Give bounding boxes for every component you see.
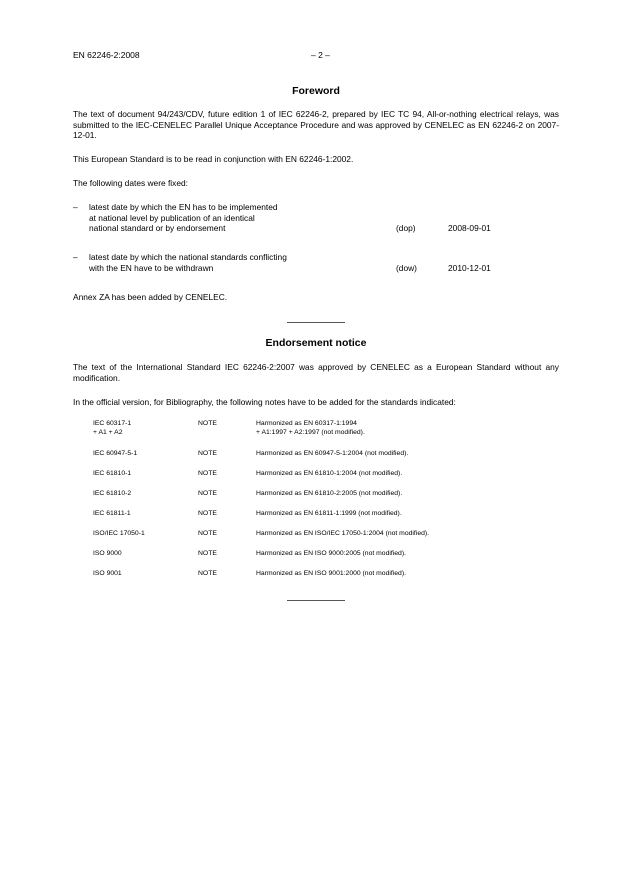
note-text-line: Harmonized as EN 60317-1:1994 (256, 420, 357, 427)
document-id: EN 62246-2:2008 (73, 50, 140, 60)
foreword-paragraph-3: The following dates were fixed: (73, 178, 188, 188)
page-header (73, 50, 559, 62)
note-text (256, 420, 566, 437)
note-label: NOTE (198, 450, 217, 457)
note-standard-line: + A1 + A2 (93, 428, 123, 436)
list-dash: – (73, 202, 78, 212)
list-dash: – (73, 252, 78, 262)
endorsement-paragraph-2: In the official version, for Bibliography, the following notes have to be added for the standards indicated: (73, 397, 456, 407)
endorsement-title: Endorsement notice (265, 337, 367, 349)
note-label: NOTE (198, 570, 217, 577)
date-description (89, 252, 369, 273)
foreword-title: Foreword (292, 85, 340, 97)
note-standard: IEC 60947-5-1 (93, 450, 138, 457)
note-standard (93, 420, 193, 437)
date-description (89, 202, 369, 234)
note-label: NOTE (198, 550, 217, 557)
foreword-paragraph-4: Annex ZA has been added by CENELEC. (73, 292, 228, 302)
note-text: Harmonized as EN 61810-1:2004 (not modified). (256, 470, 403, 477)
note-text: Harmonized as EN ISO/IEC 17050-1:2004 (not modified). (256, 530, 430, 537)
note-label: NOTE (198, 510, 217, 517)
note-text-line: + A1:1997 + A2:1997 (not modified). (256, 428, 365, 436)
note-label: NOTE (198, 530, 217, 537)
foreword-paragraph-1: The text of document 94/243/CDV, future edition 1 of IEC 62246-2, prepared by IEC TC 94, All-or-nothing electrical relays, was submitted to the IEC-CENELEC Parallel Unique Acceptance Procedure and was approved by CENELEC as EN 62246-2 on 2007-12-01. (73, 109, 559, 140)
note-label: NOTE (198, 490, 217, 497)
date-description-line: at national level by publication of an identical (89, 212, 255, 223)
date-description-line: national standard or by endorsement (89, 223, 226, 233)
section-separator (287, 322, 345, 323)
endorsement-paragraph-1: The text of the International Standard IEC 62246-2:2007 was approved by CENELEC as a European Standard without any modification. (73, 362, 559, 383)
note-standard-line: IEC 60317-1 (93, 420, 132, 427)
note-text: Harmonized as EN 61811-1:1999 (not modified). (256, 510, 402, 517)
note-standard: ISO 9000 (93, 550, 122, 557)
note-text: Harmonized as EN ISO 9001:2000 (not modified). (256, 570, 406, 577)
note-text: Harmonized as EN 61810-2:2005 (not modified). (256, 490, 403, 497)
note-standard: IEC 61811-1 (93, 510, 131, 517)
date-description-line: latest date by which the national standards conflicting (89, 252, 287, 262)
date-code: (dop) (396, 223, 416, 233)
date-description-line: with the EN have to be withdrawn (89, 262, 214, 273)
date-value: 2008-09-01 (448, 223, 491, 233)
date-value: 2010-12-01 (448, 262, 491, 273)
note-text: Harmonized as EN 60947-5-1:2004 (not modified). (256, 450, 409, 457)
note-standard: ISO 9001 (93, 570, 122, 577)
page-number: – 2 – (311, 50, 330, 60)
note-label: NOTE (198, 420, 217, 427)
foreword-paragraph-2: This European Standard is to be read in conjunction with EN 62246-1:2002. (73, 154, 354, 164)
note-label: NOTE (198, 470, 217, 477)
note-standard: ISO/IEC 17050-1 (93, 530, 145, 537)
end-separator (287, 600, 345, 601)
note-standard: IEC 61810-2 (93, 490, 132, 497)
date-description-line: latest date by which the EN has to be implemented (89, 202, 278, 212)
note-standard: IEC 61810-1 (93, 470, 132, 477)
note-text: Harmonized as EN ISO 9000:2005 (not modified). (256, 550, 406, 557)
date-code: (dow) (396, 262, 417, 273)
